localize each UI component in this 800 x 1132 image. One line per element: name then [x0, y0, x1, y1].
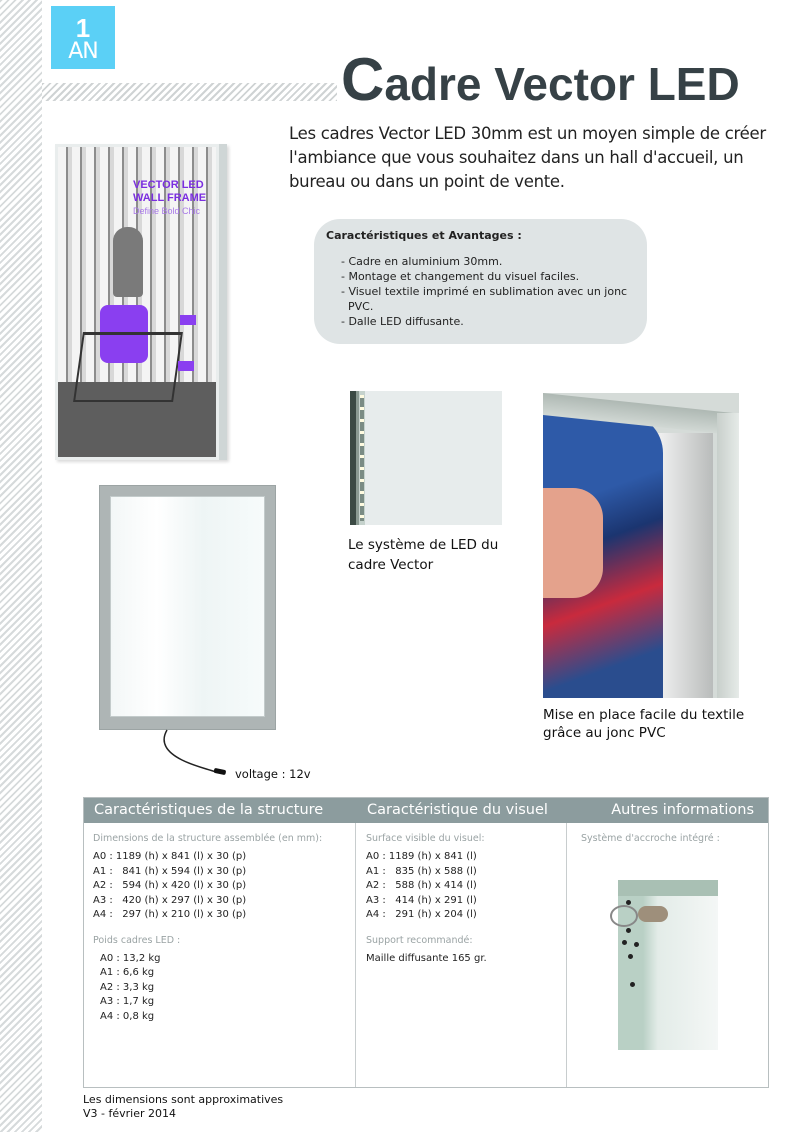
- features-box: [314, 219, 647, 344]
- weight-label: Poids cadres LED :: [93, 934, 181, 946]
- features-title: Caractéristiques et Avantages :: [326, 229, 522, 242]
- badge-unit: AN: [68, 39, 98, 64]
- footer: [83, 1093, 283, 1121]
- poster-tagline: Define Bold Chic: [133, 206, 201, 216]
- dimension-row: A1 : 841 (h) x 594 (l) x 30 (p): [93, 865, 247, 877]
- dimension-row: A4 : 297 (h) x 210 (l) x 30 (p): [93, 909, 247, 920]
- page-title: [341, 46, 740, 114]
- other-column: [567, 823, 768, 1087]
- weight-row: A1 : 6,6 kg: [100, 967, 155, 978]
- warranty-badge: [51, 6, 115, 69]
- header-other: Autres informations: [611, 802, 754, 818]
- led-frame-photo: [99, 485, 276, 730]
- support-label: Support recommandé:: [366, 934, 473, 946]
- textile-installation-photo: [543, 393, 739, 698]
- voltage-label: voltage : 12v: [235, 767, 311, 781]
- dimension-row: A0 : 1189 (h) x 841 (l) x 30 (p): [93, 851, 247, 862]
- features-list: [340, 254, 635, 329]
- support-value: Maille diffusante 165 gr.: [366, 952, 487, 964]
- specs-table: [83, 797, 769, 1088]
- weight-row: A0 : 13,2 kg: [100, 952, 161, 964]
- footer-version: V3 - février 2014: [83, 1107, 176, 1120]
- weight-row: A4 : 0,8 kg: [100, 1010, 155, 1022]
- surface-row: A1 : 835 (h) x 588 (l): [366, 865, 477, 877]
- weight-row: A3 : 1,7 kg: [100, 996, 155, 1007]
- surface-row: A0 : 1189 (h) x 841 (l): [366, 851, 477, 862]
- title-initial: C: [341, 46, 385, 113]
- header-visual: Caractéristique du visuel: [367, 802, 548, 818]
- visual-column: [356, 823, 567, 1087]
- lightbox-poster-image: [55, 144, 227, 460]
- title-rest: adre Vector LED: [384, 58, 740, 110]
- surface-row: A3 : 414 (h) x 291 (l): [366, 894, 477, 906]
- poster-headline: VECTOR LED WALL FRAME: [133, 179, 207, 204]
- header-structure: Caractéristiques de la structure: [94, 802, 324, 818]
- structure-column: [84, 823, 356, 1087]
- surface-label: Surface visible du visuel:: [366, 833, 485, 844]
- hatched-title-bar-decoration: [42, 83, 337, 101]
- badge-number: 1: [75, 13, 91, 43]
- textile-caption: Mise en place facile du textile grâce au jonc PVC: [543, 707, 745, 741]
- hatched-margin-decoration: [0, 0, 42, 1132]
- led-system-caption: Le système de LED du cadre Vector: [348, 537, 499, 573]
- weight-row: A2 : 3,3 kg: [100, 981, 155, 993]
- feature-item: - Montage et changement du visuel faciles.: [341, 270, 580, 283]
- surface-row: A4 : 291 (h) x 204 (l): [366, 909, 477, 920]
- dimension-row: A3 : 420 (h) x 297 (l) x 30 (p): [93, 894, 247, 906]
- hanging-hook-photo: [618, 880, 718, 1050]
- hanging-system-label: Système d'accroche intégré :: [581, 833, 720, 844]
- feature-item: - Dalle LED diffusante.: [341, 315, 464, 328]
- feature-item: - Cadre en aluminium 30mm.: [341, 255, 503, 268]
- feature-item: - Visuel textile imprimé en sublimation avec un jonc PVC.: [341, 285, 628, 313]
- dimension-row: A2 : 594 (h) x 420 (l) x 30 (p): [93, 880, 247, 891]
- specs-table-header: [84, 798, 768, 823]
- dimensions-label: Dimensions de la structure assemblée (en mm):: [93, 833, 323, 844]
- led-system-photo: [350, 391, 502, 525]
- surface-row: A2 : 588 (h) x 414 (l): [366, 880, 477, 891]
- power-cable-icon: [160, 728, 240, 778]
- footer-note: Les dimensions sont approximatives: [83, 1093, 284, 1106]
- intro-paragraph: Les cadres Vector LED 30mm est un moyen simple de créer l'ambiance que vous souhaitez dans un hall d'accueil, un bureau ou dans un point de vente.: [289, 124, 766, 191]
